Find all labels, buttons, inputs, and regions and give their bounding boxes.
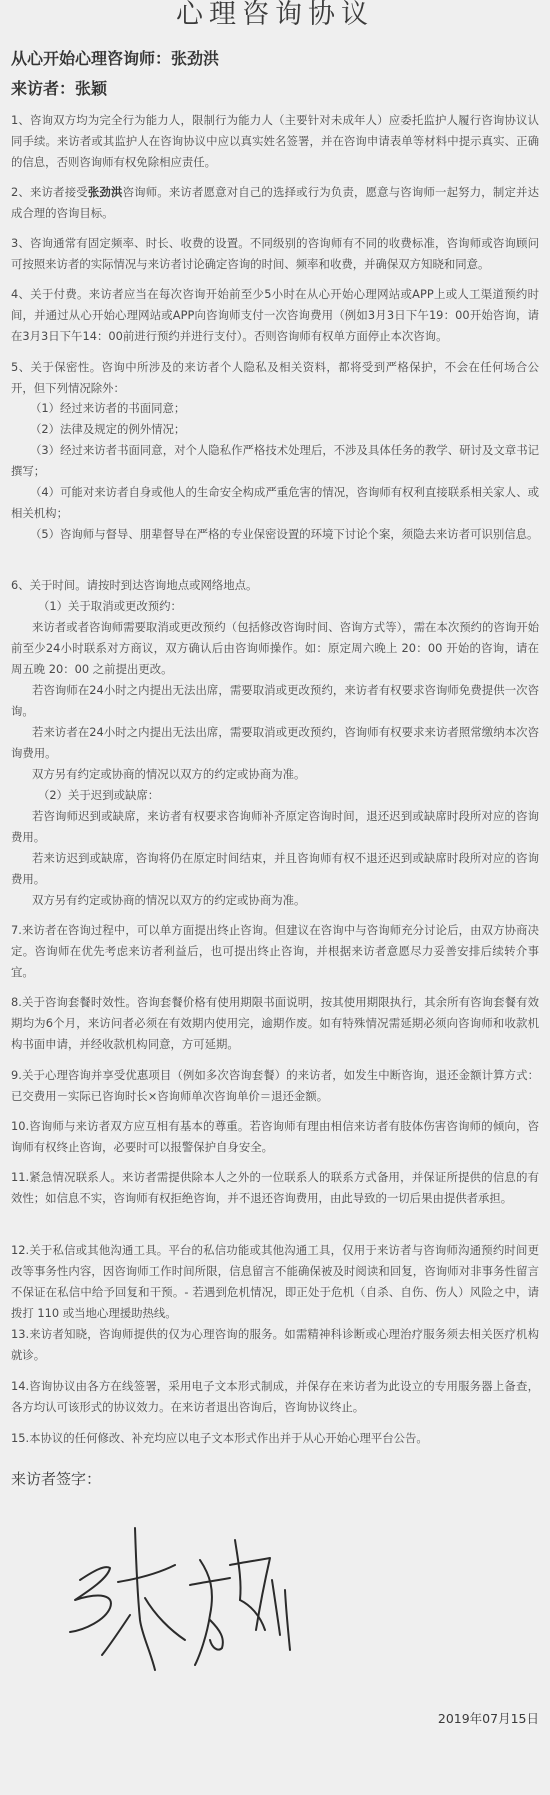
clause-2 <box>11 182 539 224</box>
clause-9: 9.关于心理咨询并享受优惠项目（例如多次咨询套餐）的来访者，如发生中断咨询，退还金额计算方式：已交费用－实际已咨询时长×咨询师单次咨询单价＝退还金额。 <box>11 1068 539 1103</box>
clause-2-text-b: 咨询师。来访者愿意对自己的选择或行为负责，愿意与咨询师一起努力，制定并达成合理的咨询目标。 <box>11 185 539 220</box>
visitor-line: 来访者：张颖 <box>11 79 108 98</box>
signature-label: 来访者签字： <box>11 1470 102 1488</box>
handwritten-signature <box>60 1520 300 1680</box>
clause-2-text-a: 2、来访者接受 <box>11 185 88 199</box>
clause-4: 4、关于付费。来访者应当在每次咨询开始前至少5小时在从心开始心理网站或APP上或人工渠道预约时间，并通过从心开始心理网站或APP向咨询师支付一次咨询费用（例如3月3日下午19：00开始咨询，请在3月3日下午14：00前进行预约并进行支付）。否则咨询师有权单方面停止本次咨询。 <box>11 287 539 343</box>
clause-8: 8.关于咨询套餐时效性。咨询套餐价格有使用期限书面说明，按其使用期限执行，其余所有咨询套餐有效期均为6个月，来访问者必须在有效期内使用完，逾期作废。如有特殊情况需延期必须向咨询师和收款机构书面申请，并经收款机构同意，方可延期。 <box>11 995 539 1051</box>
clause-10: 10.咨询师与来访者双方应互相有基本的尊重。若咨询师有理由相信来访者有肢体伤害咨询师的倾向，咨询师有权终止咨询，必要时可以报警保护自身安全。 <box>11 1119 539 1154</box>
clause-6-2-b: 若来访迟到或缺席，咨询将仍在原定时间结束，并且咨询师有权不退还迟到或缺席时段所对应的咨询费用。 <box>11 851 539 886</box>
clause-6-1-d: 双方另有约定或协商的情况以双方的约定或协商为准。 <box>32 767 306 781</box>
clause-5: 5、关于保密性。咨询中所涉及的来访者个人隐私及相关资料，都将受到严格保护，不会在任何场合公开，但下列情况除外： <box>11 360 539 395</box>
clause-5-item-5: （5）咨询师与督导、朋辈督导在严格的专业保密设置的环境下讨论个案，须隐去来访者可识别信息。 <box>30 527 539 541</box>
clause-6-2-c: 双方另有约定或协商的情况以双方的约定或协商为准。 <box>32 893 306 907</box>
clause-14: 14.咨询协议由各方在线签署，采用电子文本形式制成，并保存在来访者为此设立的专用服务器上备查，各方均认可该形式的协议效力。在来访者退出咨询后，咨询协议终止。 <box>11 1379 539 1414</box>
clause-5-item-1: （1）经过来访者的书面同意； <box>30 401 186 415</box>
clause-7: 7.来访者在咨询过程中，可以单方面提出终止咨询。但建议在咨询中与咨询师充分讨论后，由双方协商决定。咨询师在优先考虑来访者利益后，也可提出终止咨询，并根据来访者意愿尽力妥善安排后续转介事宜。 <box>11 923 539 979</box>
clause-6: 6、关于时间。请按时到达咨询地点或网络地点。 <box>11 578 258 592</box>
clause-6-sub-1: （1）关于取消或更改预约： <box>38 599 182 613</box>
clause-6-2-a: 若咨询师迟到或缺席，来访者有权要求咨询师补齐原定咨询时间，退还迟到或缺席时段所对应的咨询费用。 <box>11 809 539 844</box>
clause-5-item-4: （4）可能对来访者自身或他人的生命安全构成严重危害的情况，咨询师有权利直接联系相关家人、或相关机构； <box>11 485 539 520</box>
clause-6-sub-2: （2）关于迟到或缺席： <box>38 788 160 802</box>
counselor-line: 从心开始心理咨询师：张劲洪 <box>11 49 220 68</box>
clause-15: 15.本协议的任何修改、补充均应以电子文本形式作出并于从心开始心理平台公告。 <box>11 1431 428 1445</box>
clause-6-1-a: 来访者或者咨询师需要取消或更改预约（包括修改咨询时间、咨询方式等），需在本次预约的咨询开始前至少24小时联系对方商议，双方确认后由咨询师操作。如：原定周六晚上 20：00 开始的咨询，请在周五晚 20：00 之前提出更改。 <box>11 620 539 676</box>
clause-3: 3、咨询通常有固定频率、时长、收费的设置。不同级别的咨询师有不同的收费标准，咨询师或咨询顾问可按照来访者的实际情况与来访者讨论确定咨询的时间、频率和收费，并确保双方知晓和同意。 <box>11 236 539 271</box>
counselor-name-bold: 张劲洪 <box>87 185 123 199</box>
clause-6-1-c: 若来访者在24小时之内提出无法出席，需要取消或更改预约，咨询师有权要求来访者照常缴纳本次咨询费用。 <box>11 725 539 760</box>
clause-5-item-3: （3）经过来访者书面同意，对个人隐私作严格技术处理后，不涉及具体任务的教学、研讨及文章书记撰写； <box>11 443 539 478</box>
clause-11: 11.紧急情况联系人。来访者需提供除本人之外的一位联系人的联系方式备用，并保证所提供的信息的有效性；如信息不实，咨询师有权拒绝咨询，并不退还咨询费用，由此导致的一切后果由提供者承担。 <box>11 1170 539 1205</box>
signing-date: 2019年07月15日 <box>437 1711 539 1726</box>
clause-5-item-2: （2）法律及规定的例外情况； <box>30 422 186 436</box>
clause-6-1-b: 若咨询师在24小时之内提出无法出席，需要取消或更改预约，来访者有权要求咨询师免费提供一次咨询。 <box>11 683 539 718</box>
clause-13: 13.来访者知晓，咨询师提供的仅为心理咨询的服务。如需精神科诊断或心理治疗服务须去相关医疗机构就诊。 <box>11 1327 539 1362</box>
clause-12: 12.关于私信或其他沟通工具。平台的私信功能或其他沟通工具，仅用于来访者与咨询师沟通预约时间更改等事务性内容，因咨询师工作时间所限，信息留言不能确保被及时阅读和回复，咨询师对非事务性留言不保证在私信中给予回复和干预。- 若遇到危机情况，即正处于危机（自杀、自伤、伤人）风险之中，请拨打 110 或当地心理援助热线。 <box>11 1243 539 1320</box>
page-title: 心理咨询协议 <box>176 0 374 30</box>
clause-1: 1、咨询双方均为完全行为能力人，限制行为能力人（主要针对未成年人）应委托监护人履行咨询协议认同手续。来访者或其监护人在咨询协议中应以真实姓名签署，并在咨询申请表单等材料中提示真实、正确的信息，否则咨询师有权免除相应责任。 <box>11 113 539 169</box>
